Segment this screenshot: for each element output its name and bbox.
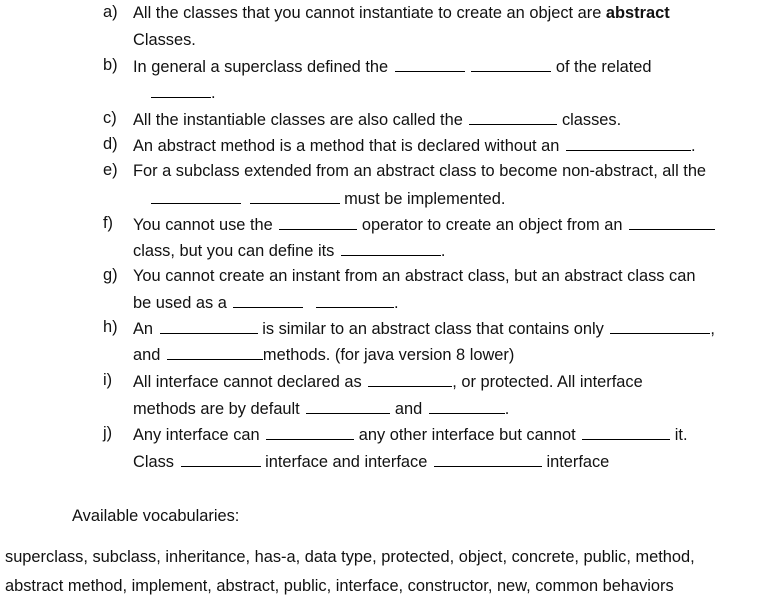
blank-j3[interactable]: [181, 451, 261, 467]
blank-j2[interactable]: [582, 424, 670, 440]
blank-b1[interactable]: [395, 56, 465, 72]
item-g-text2: be used as a: [133, 294, 227, 312]
item-j-text5: interface and interface: [265, 453, 428, 471]
item-f-line2: [133, 240, 445, 261]
vocab-line-1: superclass, subclass, inheritance, has-a, data type, protected, object, concrete, public, method,: [5, 548, 695, 566]
blank-e2[interactable]: [250, 188, 340, 204]
item-label-j: j): [103, 424, 113, 442]
item-j-line2: [133, 451, 609, 472]
item-label-e: e): [103, 161, 118, 179]
item-g-text1: You cannot create an instant from an abstract class, but an abstract class can: [133, 267, 696, 285]
item-g-line1: [133, 266, 695, 286]
item-h-line1: [133, 318, 715, 339]
vocab-heading: Available vocabularies:: [72, 507, 240, 525]
item-b-text2: of the related: [555, 58, 652, 76]
item-a-line2: [133, 30, 196, 50]
item-i-text5: .: [504, 400, 510, 418]
item-j-line1: [133, 424, 688, 445]
item-label-g: g): [103, 266, 118, 284]
item-e-line2: [151, 188, 505, 209]
item-b-text3: .: [211, 84, 216, 102]
item-j-text4: Class: [133, 453, 174, 471]
item-h-text2: is similar to an abstract class that contains only: [262, 320, 604, 338]
item-i-text4: and: [394, 400, 423, 418]
blank-f1[interactable]: [279, 214, 357, 230]
item-d-text1: An abstract method is a method that is declared without an: [133, 137, 560, 155]
item-a-line1: [133, 3, 670, 23]
blank-f2[interactable]: [629, 214, 715, 230]
item-h-text1: An: [133, 320, 154, 338]
blank-j1[interactable]: [266, 424, 354, 440]
item-d-line1: [133, 135, 696, 156]
item-e-text2: must be implemented.: [344, 190, 506, 208]
item-i-text1: All interface cannot declared as: [133, 373, 362, 391]
blank-b3[interactable]: [151, 82, 211, 98]
item-i-text2: , or protected. All interface: [452, 373, 643, 391]
item-g-text3: .: [394, 294, 399, 312]
item-a-bold: abstract: [605, 4, 670, 22]
blank-h2[interactable]: [610, 318, 710, 334]
item-label-c: c): [103, 109, 117, 127]
blank-h3[interactable]: [167, 344, 263, 360]
blank-i1[interactable]: [368, 371, 452, 387]
item-f-text2: operator to create an object from an: [361, 216, 623, 234]
item-b-line2: [151, 82, 216, 103]
item-j-text1: Any interface can: [133, 426, 260, 444]
item-h-line2: [133, 344, 514, 365]
item-label-h: h): [103, 318, 118, 336]
item-i-line1: [133, 371, 643, 392]
item-e-line1: [133, 161, 706, 181]
item-j-text2: any other interface but cannot: [358, 426, 576, 444]
item-label-i: i): [103, 371, 113, 389]
item-a-text: All the classes that you cannot instantiate to create an object are: [133, 4, 606, 22]
item-h-text3: ,: [710, 320, 715, 338]
blank-j4[interactable]: [434, 451, 542, 467]
item-c-text2: classes.: [561, 111, 622, 129]
item-c-line1: [133, 109, 621, 130]
item-h-text4: and: [133, 346, 161, 364]
item-h-text5: methods. (for java version 8 lower): [262, 346, 515, 364]
blank-h1[interactable]: [160, 318, 258, 334]
blank-g1[interactable]: [233, 292, 303, 308]
item-label-a: a): [103, 3, 118, 21]
blank-i3[interactable]: [429, 398, 505, 414]
vocab-line-2: abstract method, implement, abstract, public, interface, constructor, new, common behaviors: [5, 577, 674, 595]
item-j-text6: interface: [546, 453, 610, 471]
item-b-text1: In general a superclass defined the: [133, 58, 389, 76]
item-label-f: f): [103, 214, 114, 232]
item-g-line2: [133, 292, 399, 313]
item-c-text1: All the instantiable classes are also called the: [133, 111, 463, 129]
item-f-text4: .: [440, 242, 446, 260]
item-f-text1: You cannot use the: [133, 216, 273, 234]
item-a-text2: Classes.: [133, 31, 196, 49]
item-d-text2: .: [690, 137, 696, 155]
item-f-line1: [133, 214, 715, 235]
blank-e1[interactable]: [151, 188, 241, 204]
item-b-line1: [133, 56, 652, 77]
blank-b2[interactable]: [471, 56, 551, 72]
blank-c1[interactable]: [469, 109, 557, 125]
item-label-b: b): [103, 56, 118, 74]
blank-f3[interactable]: [341, 240, 441, 256]
item-label-d: d): [103, 135, 118, 153]
item-i-line2: [133, 398, 509, 419]
blank-d1[interactable]: [566, 135, 691, 151]
item-j-text3: it.: [674, 426, 688, 444]
item-e-text1: For a subclass extended from an abstract class to become non-abstract, all the: [133, 162, 707, 180]
item-i-text3: methods are by default: [133, 400, 300, 418]
blank-i2[interactable]: [306, 398, 390, 414]
blank-g2[interactable]: [316, 292, 394, 308]
item-f-text3: class, but you can define its: [133, 242, 335, 260]
